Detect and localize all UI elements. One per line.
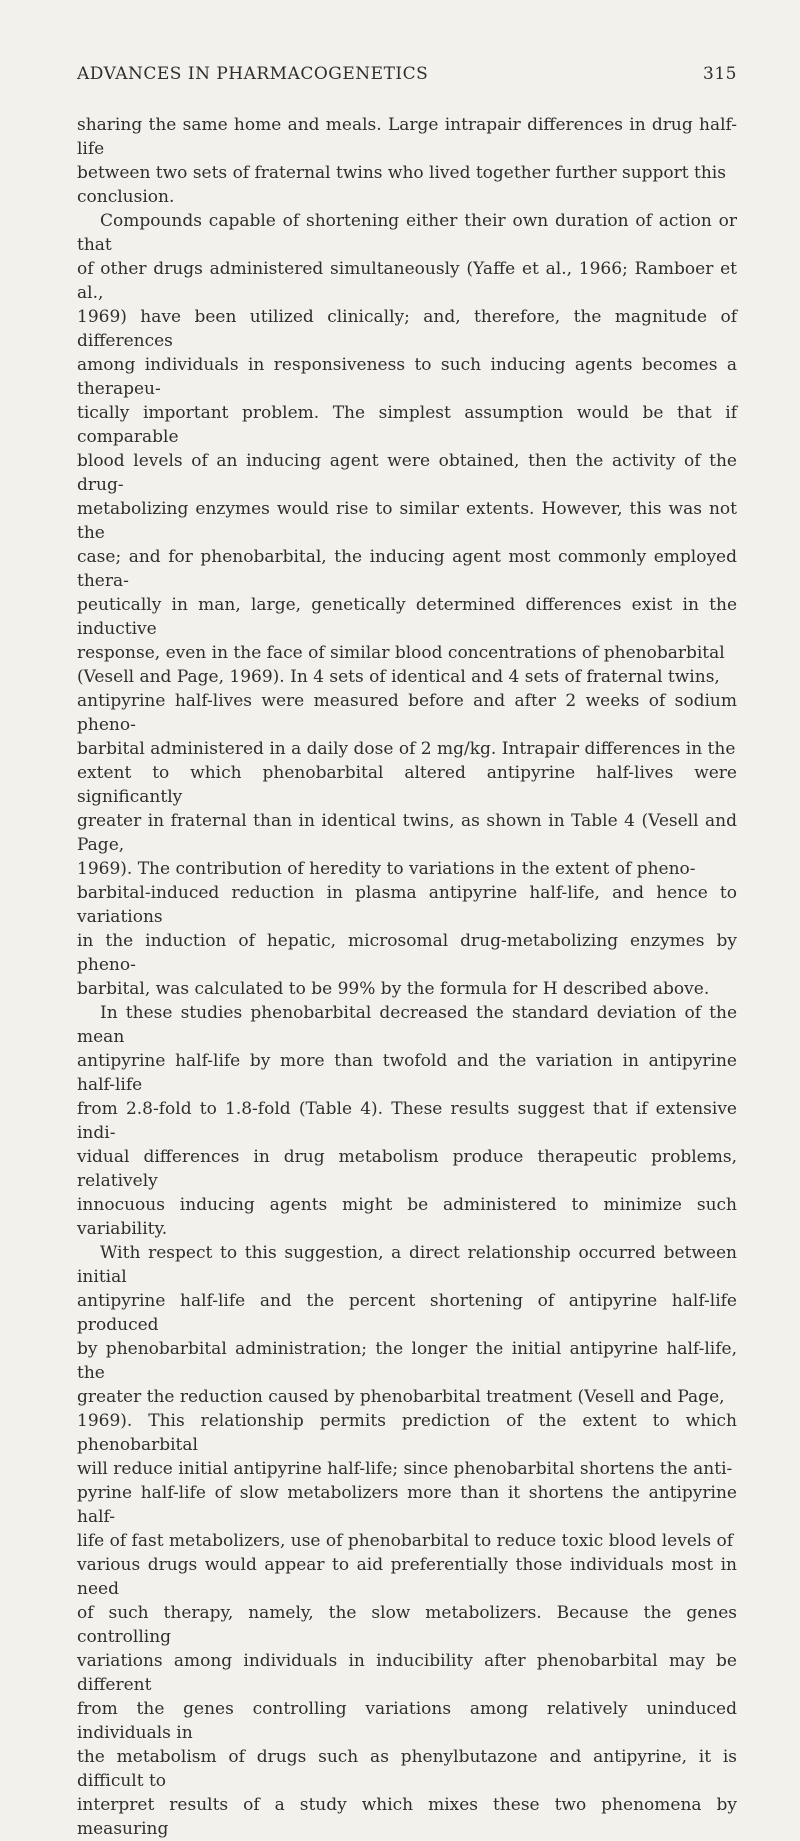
paragraph-standard-deviation: In these studies phenobarbital decreased the standard deviation of the mean antipyrine half-life by more than twofold and the variation in antipyrine half-life from 2.8-fold to 1.8-fold (Table 4). These results suggest that if extensive indi- vidual differences in drug metabolism produce therapeutic problems, relatively innocuous inducing agents might be administered to minimize such variability. [77,1003,737,1239]
paragraph-direct-relationship: With respect to this suggestion, a direct relationship occurred between initial antipyrine half-life and the percent shortening of antipyrine half-life produced by phenobarbital administration; the longer the initial antipyrine half-life, the greater the reduction caused by phenobarbital treatment (Vesell and Page, 1969). This relationship permits prediction of the extent to which phenobarbital will reduce initial antipyrine half-life; since phenobarbital shortens the anti- pyrine half-life of slow metabolizers more than it shortens the antipyrine half- life of fast metabolizers, use of phenobarbital to reduce toxic blood levels of various drugs would appear to aid preferentially those individuals most in need of such therapy, namely, the slow metabolizers. Because the genes controlling variations among individuals in inducibility after phenobarbital may be different from the genes controlling variations among relatively uninduced individuals in the metabolism of drugs such as phenylbutazone and antipyrine, it is difficult to interpret results of a study which mixes these two phenomena by measuring [77,1243,737,1839]
page-number: 315 [703,64,737,84]
running-head [77,64,737,88]
paragraph-continued: sharing the same home and meals. Large intrapair differences in drug half-life between two sets of fraternal twins who lived together further support this conclusion. [77,115,737,207]
paragraph-inducing-agents: Compounds capable of shortening either their own duration of action or that of other drugs administered simultaneously (Yaffe et al., 1966; Ramboer et al., 1969) have been utilized clinically; and, therefore, the magnitude of differences among individuals in responsiveness to such inducing agents becomes a therapeu- tically important problem. The simplest assumption would be that if comparable blood levels of an inducing agent were obtained, then the activity of the drug- metabolizing enzymes would rise to similar extents. However, this was not the case; and for phenobarbital, the inducing agent most commonly employed thera- peutically in man, large, genetically determined differences exist in the inductive response, even in the face of similar blood concentrations of phenobarbital (Vesell and Page, 1969). In 4 sets of identical and 4 sets of fraternal twins, antipyrine half-lives were measured before and after 2 weeks of sodium pheno- barbital administered in a daily dose of 2 mg/kg. Intrapair differences in the extent to which phenobarbital altered antipyrine half-lives were significantly greater in fraternal than in identical twins, as shown in Table 4 (Vesell and Page, 1969). The contribution of heredity to variations in the extent of pheno- barbital-induced reduction in plasma antipyrine half-life, and hence to variations in the induction of hepatic, microsomal drug-metabolizing enzymes by pheno- barbital, was calculated to be 99% by the formula for H described above. [77,211,737,999]
running-title: ADVANCES IN PHARMACOGENETICS [77,64,429,84]
body-text [77,113,737,1841]
